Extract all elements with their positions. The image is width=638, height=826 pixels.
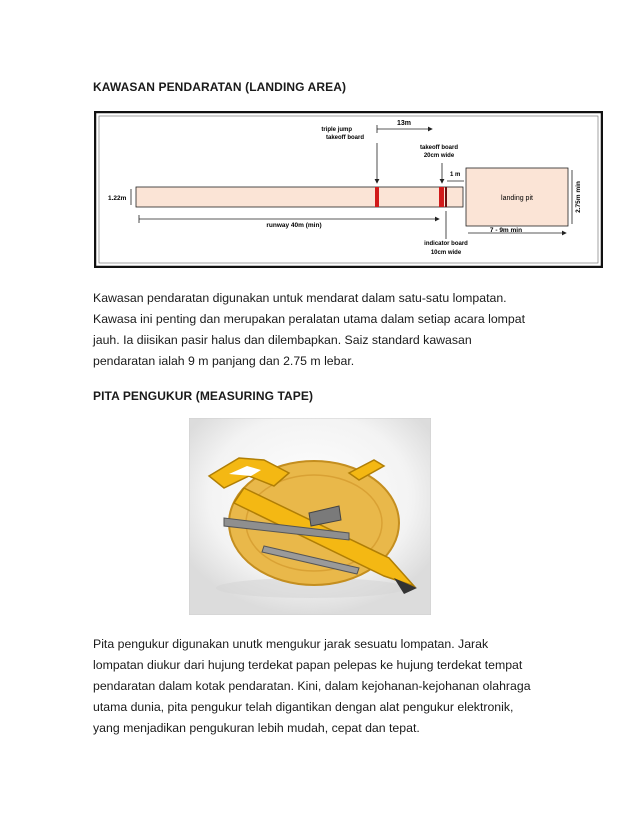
label-2-75m: 2.75m min: [575, 181, 582, 213]
label-1m: 1 m: [450, 172, 461, 178]
takeoff-board: [439, 187, 444, 207]
label-1-22m: 1.22m: [108, 195, 127, 202]
paragraph-line: jauh. Ia diisikan pasir halus dan dilembapkan. Saiz standard kawasan: [93, 333, 472, 347]
label-7-9m: 7 - 9m min: [489, 227, 523, 234]
paragraph-line: Kawasan pendaratan digunakan untuk mendarat dalam satu-satu lompatan.: [93, 291, 507, 305]
paragraph-landing-area: [93, 288, 563, 372]
label-takeoff-2: 20cm wide: [423, 153, 455, 159]
label-runway: runway 40m (min): [266, 222, 322, 229]
paragraph-line: Pita pengukur digunakan unutk mengukur jarak sesuatu lompatan. Jarak: [93, 637, 489, 651]
landing-area-diagram: [94, 111, 603, 268]
runway: [136, 187, 463, 207]
label-indicator-2: 10cm wide: [430, 250, 462, 256]
label-triple-jump-2: takeoff board: [325, 135, 364, 141]
heading-landing-area: KAWASAN PENDARATAN (LANDING AREA): [93, 80, 347, 94]
label-13m: 13m: [396, 120, 412, 127]
label-indicator-1: indicator board: [424, 241, 468, 247]
measuring-tape-image: [189, 418, 431, 615]
paragraph-line: lompatan diukur dari hujung terdekat papan pelepas ke hujung terdekat tempat: [93, 658, 523, 672]
label-landing-pit: landing pit: [501, 195, 533, 202]
paragraph-line: Kawasa ini penting dan merupakan peralatan utama dalam setiap acara lompat: [93, 312, 526, 326]
paragraph-line: pendaratan ialah 9 m panjang dan 2.75 m lebar.: [93, 354, 355, 368]
paragraph-measuring-tape: [93, 634, 563, 739]
label-triple-jump-1: triple jump: [321, 127, 352, 133]
indicator-board: [445, 187, 447, 207]
heading-measuring-tape: PITA PENGUKUR (MEASURING TAPE): [93, 389, 314, 403]
label-takeoff-1: takeoff board: [419, 145, 459, 151]
triple-jump-board: [375, 187, 379, 207]
paragraph-line: pendaratan dalam kotak pendaratan. Kini, dalam kejohanan-kejohanan olahraga: [93, 679, 531, 693]
paragraph-line: utama dunia, pita pengukur telah digantikan dengan alat pengukur elektronik,: [93, 700, 514, 714]
paragraph-line: yang menjadikan pengukuran lebih mudah, cepat dan tepat.: [93, 721, 420, 735]
